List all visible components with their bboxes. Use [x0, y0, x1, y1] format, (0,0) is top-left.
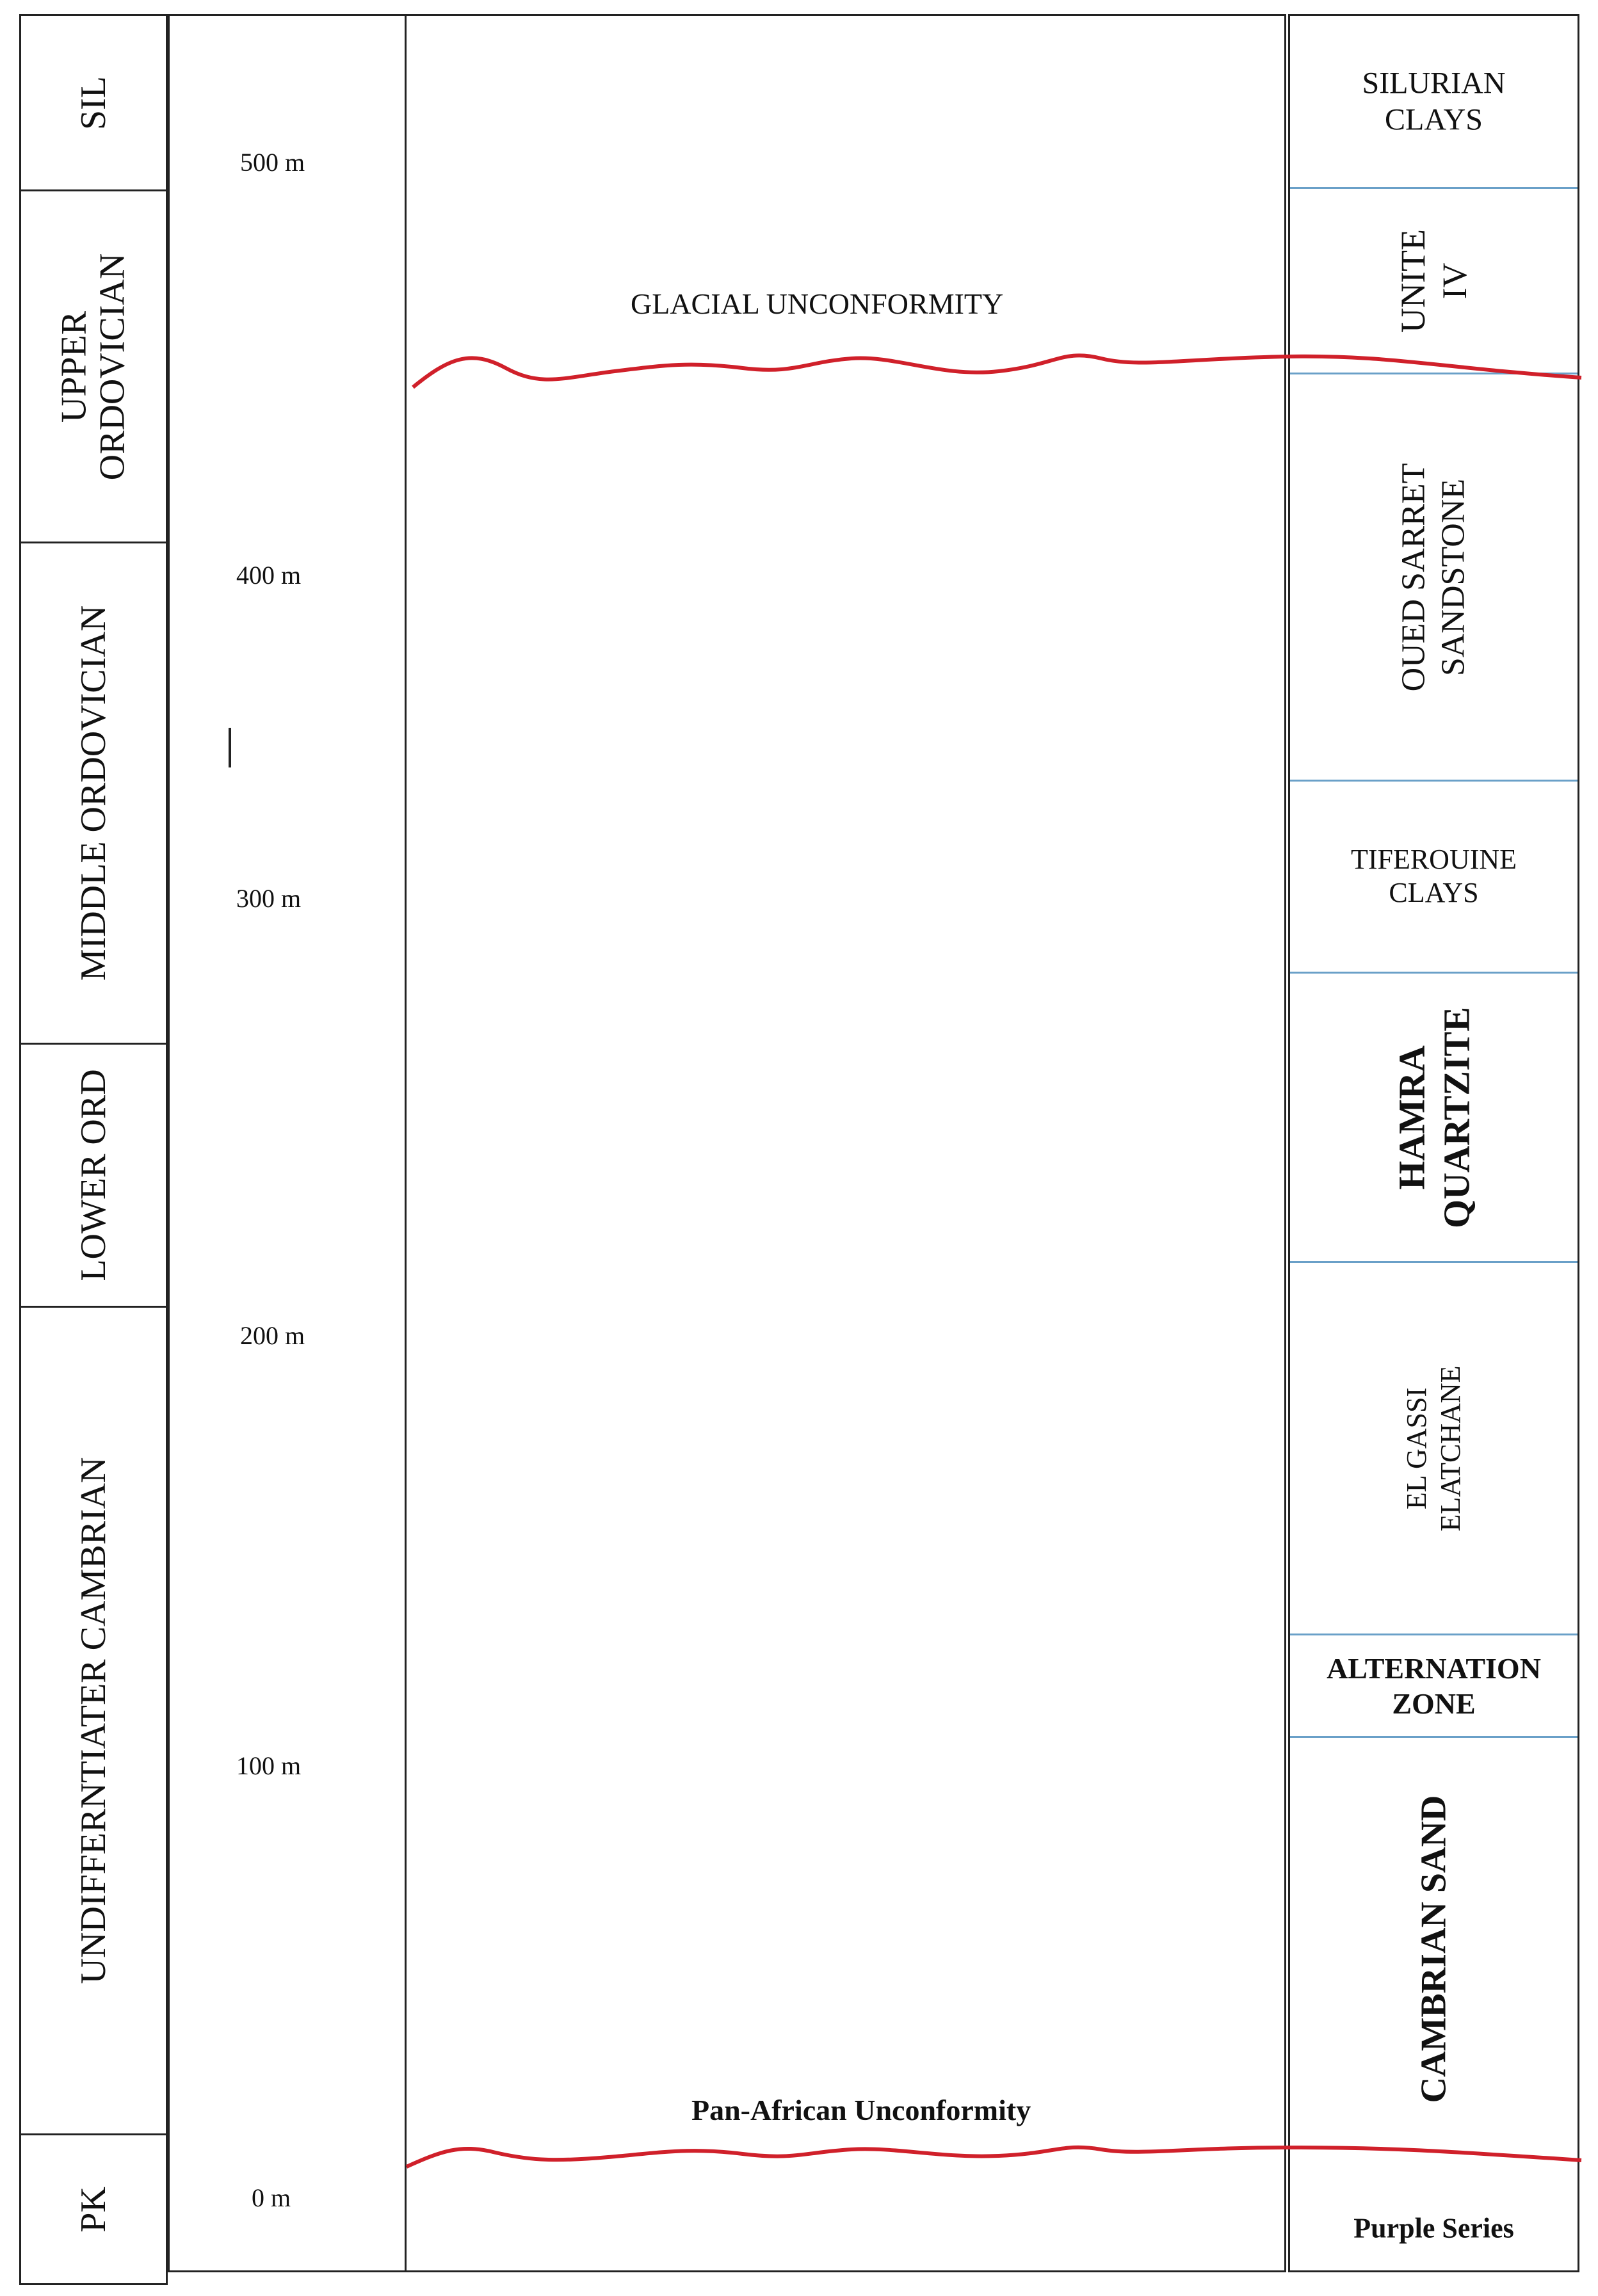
unit-label-hamra: HAMRA QUARTZITE [1390, 1006, 1477, 1228]
unit-label-purple-series: Purple Series [1353, 2212, 1514, 2244]
depth-tick-500: 500 m [240, 148, 305, 177]
unit-label-cambrian-sand: CAMBRIAN SAND [1413, 1795, 1453, 2103]
unit-label-unite-iv: UNITE IV [1393, 229, 1474, 333]
unit-cell-el-gassi [1290, 1263, 1578, 1635]
period-cell-undifferentiated-cambrian [19, 1306, 168, 2135]
glacial-unconformity-label: GLACIAL UNCONFORMITY [631, 287, 1004, 320]
unit-cell-unite-iv [1290, 189, 1578, 374]
depth-marker [229, 728, 231, 767]
period-label-lower-ord: LOWER ORD [73, 1069, 113, 1281]
unit-cell-oued-sarret [1290, 374, 1578, 782]
period-label-middle-ordovician: MIDDLE ORDOVICIAN [73, 605, 113, 981]
period-label-sil: SIL [73, 76, 113, 130]
unit-label-alternation: ALTERNATION ZONE [1327, 1651, 1541, 1720]
period-label-undifferentiated-cambrian: UNDIFFERNTIATER CAMBRIAN [73, 1457, 113, 1984]
unit-column [1288, 14, 1579, 2272]
unit-label-oued-sarret: OUED SARRET SANDSTONE [1395, 463, 1472, 691]
period-cell-upper-ordovician [19, 189, 168, 543]
unit-cell-purple-series [1290, 2160, 1578, 2274]
period-cell-sil [19, 14, 168, 191]
unit-cell-hamra [1290, 974, 1578, 1263]
unit-label-el-gassi: EL GASSI ELATCHANE [1400, 1365, 1466, 1532]
lithology-column [407, 14, 1286, 2272]
depth-column [168, 14, 407, 2272]
unit-cell-silurian-clays [1290, 16, 1578, 189]
period-label-upper-ordovician: UPPER ORDOVICIAN [54, 253, 133, 480]
pan-african-unconformity-label: Pan-African Unconformity [691, 2094, 1031, 2126]
period-cell-middle-ordovician [19, 542, 168, 1045]
period-column [19, 14, 168, 2285]
depth-tick-100: 100 m [236, 1751, 302, 1780]
depth-tick-200: 200 m [240, 1321, 305, 1350]
depth-tick-300: 300 m [236, 884, 302, 913]
period-cell-pk [19, 2133, 168, 2285]
unit-cell-tiferouine [1290, 782, 1578, 974]
unit-label-silurian-clays: SILURIAN CLAYS [1362, 65, 1506, 137]
depth-tick-0: 0 m [252, 2183, 291, 2212]
period-cell-lower-ord [19, 1043, 168, 1308]
unit-cell-alternation [1290, 1635, 1578, 1738]
unit-cell-cambrian-sand [1290, 1738, 1578, 2160]
depth-tick-400: 400 m [236, 561, 302, 590]
period-label-pk: PK [73, 2186, 113, 2233]
unit-label-tiferouine: TIFEROUINE CLAYS [1350, 843, 1517, 909]
